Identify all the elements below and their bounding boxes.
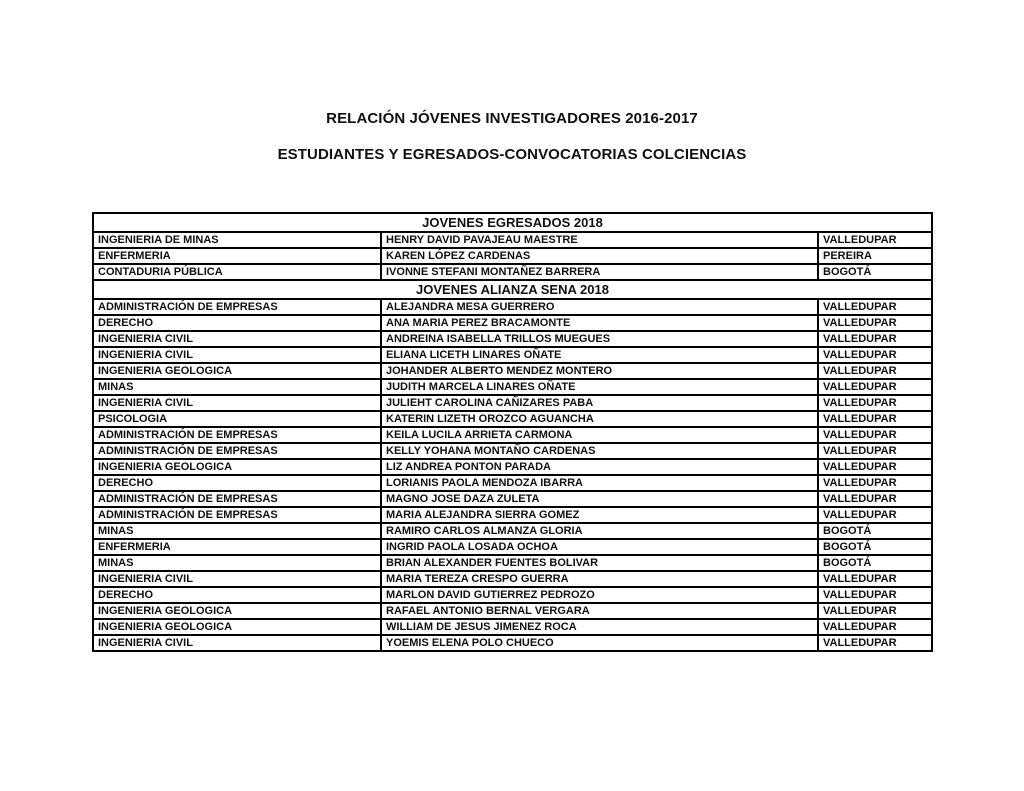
program-cell: ADMINISTRACIÓN DE EMPRESAS <box>93 491 381 507</box>
table-row <box>93 248 932 264</box>
city-cell: PEREIRA <box>818 248 932 264</box>
student-name-cell: KATERIN LIZETH OROZCO AGUANCHA <box>381 411 818 427</box>
student-name-cell: BRIAN ALEXANDER FUENTES BOLIVAR <box>381 555 818 571</box>
city-cell: VALLEDUPAR <box>818 603 932 619</box>
student-name-cell: MAGNO JOSE DAZA ZULETA <box>381 491 818 507</box>
city-cell: VALLEDUPAR <box>818 459 932 475</box>
city-cell: VALLEDUPAR <box>818 299 932 315</box>
section-header: JOVENES EGRESADOS 2018 <box>93 213 932 232</box>
student-name-cell: JUDITH MARCELA LINARES OÑATE <box>381 379 818 395</box>
student-name-cell: KEILA LUCILA ARRIETA CARMONA <box>381 427 818 443</box>
city-cell: BOGOTÁ <box>818 264 932 280</box>
program-cell: MINAS <box>93 379 381 395</box>
city-cell: BOGOTÁ <box>818 539 932 555</box>
city-cell: VALLEDUPAR <box>818 507 932 523</box>
city-cell: VALLEDUPAR <box>818 619 932 635</box>
table-row <box>93 232 932 248</box>
investigators-table <box>92 212 933 652</box>
table-row <box>93 379 932 395</box>
student-name-cell: MARIA ALEJANDRA SIERRA GOMEZ <box>381 507 818 523</box>
section-header: JOVENES ALIANZA SENA 2018 <box>93 280 932 299</box>
student-name-cell: YOEMIS ELENA POLO CHUECO <box>381 635 818 651</box>
program-cell: DERECHO <box>93 475 381 491</box>
program-cell: INGENIERIA DE MINAS <box>93 232 381 248</box>
city-cell: VALLEDUPAR <box>818 587 932 603</box>
program-cell: DERECHO <box>93 315 381 331</box>
program-cell: INGENIERIA GEOLOGICA <box>93 619 381 635</box>
student-name-cell: IVONNE STEFANI MONTAÑEZ BARRERA <box>381 264 818 280</box>
program-cell: INGENIERIA CIVIL <box>93 635 381 651</box>
student-name-cell: KELLY YOHANA MONTAÑO CARDENAS <box>381 443 818 459</box>
document-title-line2: ESTUDIANTES Y EGRESADOS-CONVOCATORIAS COLCIENCIAS <box>277 146 747 163</box>
program-cell: ENFERMERIA <box>93 539 381 555</box>
table-row <box>93 315 932 331</box>
table-row <box>93 395 932 411</box>
student-name-cell: JOHANDER ALBERTO MENDEZ MONTERO <box>381 363 818 379</box>
program-cell: INGENIERIA GEOLOGICA <box>93 459 381 475</box>
table-row <box>93 443 932 459</box>
document-title-line1: RELACIÓN JÓVENES INVESTIGADORES 2016-2017 <box>326 110 698 127</box>
student-name-cell: WILLIAM DE JESUS JIMENEZ ROCA <box>381 619 818 635</box>
program-cell: PSICOLOGIA <box>93 411 381 427</box>
program-cell: INGENIERIA CIVIL <box>93 571 381 587</box>
student-name-cell: RAMIRO CARLOS ALMANZA GLORIA <box>381 523 818 539</box>
program-cell: INGENIERIA CIVIL <box>93 331 381 347</box>
student-name-cell: MARIA TEREZA CRESPO GUERRA <box>381 571 818 587</box>
program-cell: DERECHO <box>93 587 381 603</box>
city-cell: VALLEDUPAR <box>818 232 932 248</box>
student-name-cell: MARLON DAVID GUTIERREZ PEDROZO <box>381 587 818 603</box>
table-row <box>93 363 932 379</box>
city-cell: BOGOTÁ <box>818 555 932 571</box>
table-body <box>93 213 932 651</box>
table-row <box>93 299 932 315</box>
student-name-cell: INGRID PAOLA LOSADA OCHOA <box>381 539 818 555</box>
program-cell: INGENIERIA GEOLOGICA <box>93 603 381 619</box>
city-cell: VALLEDUPAR <box>818 475 932 491</box>
student-name-cell: LIZ ANDREA PONTON PARADA <box>381 459 818 475</box>
program-cell: MINAS <box>93 523 381 539</box>
table-row <box>93 347 932 363</box>
student-name-cell: JULIEHT CAROLINA CAÑIZARES PABA <box>381 395 818 411</box>
table-row <box>93 475 932 491</box>
city-cell: VALLEDUPAR <box>818 571 932 587</box>
city-cell: VALLEDUPAR <box>818 315 932 331</box>
city-cell: VALLEDUPAR <box>818 347 932 363</box>
city-cell: VALLEDUPAR <box>818 491 932 507</box>
student-name-cell: RAFAEL ANTONIO BERNAL VERGARA <box>381 603 818 619</box>
city-cell: VALLEDUPAR <box>818 635 932 651</box>
program-cell: CONTADURIA PÚBLICA <box>93 264 381 280</box>
table-row <box>93 331 932 347</box>
section-header-row <box>93 280 932 299</box>
section-header-row <box>93 213 932 232</box>
program-cell: ADMINISTRACIÓN DE EMPRESAS <box>93 299 381 315</box>
table-row <box>93 571 932 587</box>
table-row <box>93 539 932 555</box>
table-row <box>93 603 932 619</box>
program-cell: INGENIERIA GEOLOGICA <box>93 363 381 379</box>
city-cell: VALLEDUPAR <box>818 363 932 379</box>
city-cell: VALLEDUPAR <box>818 395 932 411</box>
city-cell: VALLEDUPAR <box>818 443 932 459</box>
program-cell: ADMINISTRACIÓN DE EMPRESAS <box>93 443 381 459</box>
city-cell: VALLEDUPAR <box>818 427 932 443</box>
table-row <box>93 427 932 443</box>
city-cell: BOGOTÁ <box>818 523 932 539</box>
student-name-cell: ALEJANDRA MESA GUERRERO <box>381 299 818 315</box>
table-row <box>93 587 932 603</box>
table-row <box>93 523 932 539</box>
program-cell: ADMINISTRACIÓN DE EMPRESAS <box>93 427 381 443</box>
table-row <box>93 459 932 475</box>
student-name-cell: ANA MARIA PEREZ BRACAMONTE <box>381 315 818 331</box>
student-name-cell: HENRY DAVID PAVAJEAU MAESTRE <box>381 232 818 248</box>
table-row <box>93 264 932 280</box>
program-cell: ENFERMERIA <box>93 248 381 264</box>
city-cell: VALLEDUPAR <box>818 379 932 395</box>
student-name-cell: ANDREINA ISABELLA TRILLOS MUEGUES <box>381 331 818 347</box>
program-cell: ADMINISTRACIÓN DE EMPRESAS <box>93 507 381 523</box>
program-cell: INGENIERIA CIVIL <box>93 395 381 411</box>
table-row <box>93 635 932 651</box>
table-row <box>93 555 932 571</box>
table-row <box>93 507 932 523</box>
program-cell: INGENIERIA CIVIL <box>93 347 381 363</box>
city-cell: VALLEDUPAR <box>818 411 932 427</box>
city-cell: VALLEDUPAR <box>818 331 932 347</box>
student-name-cell: LORIANIS PAOLA MENDOZA IBARRA <box>381 475 818 491</box>
table-row <box>93 411 932 427</box>
program-cell: MINAS <box>93 555 381 571</box>
student-name-cell: KAREN LÓPEZ CARDENAS <box>381 248 818 264</box>
table-row <box>93 491 932 507</box>
table-row <box>93 619 932 635</box>
student-name-cell: ELIANA LICETH LINARES OÑATE <box>381 347 818 363</box>
